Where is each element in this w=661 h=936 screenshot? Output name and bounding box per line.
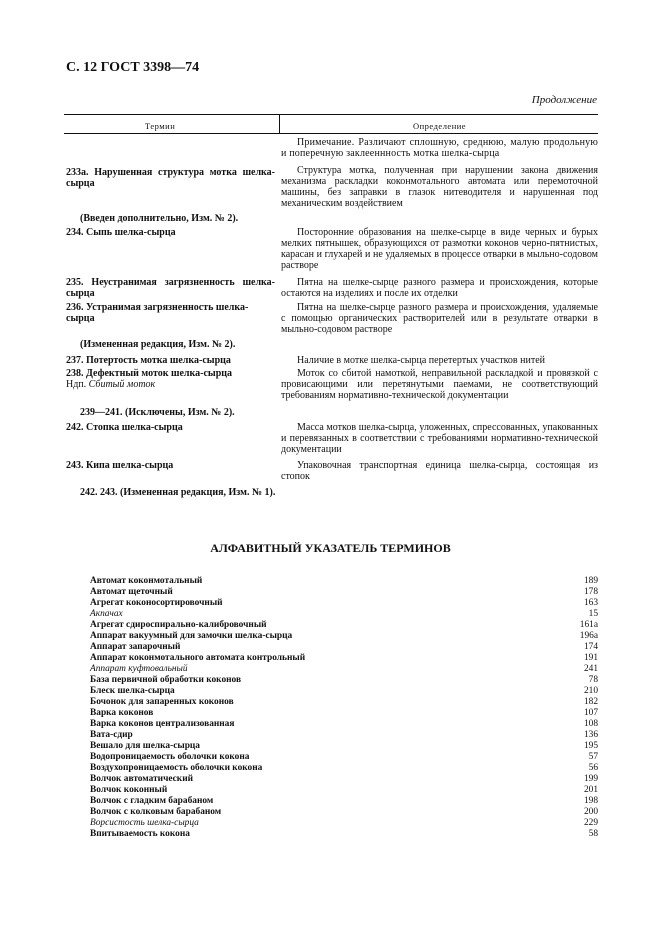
index-number: 161а <box>579 620 598 630</box>
note-239-241: 239—241. (Исключены, Изм. № 2). <box>80 407 235 418</box>
index-term: Аппарат вакуумный для замочки шелка-сырца <box>90 631 293 641</box>
note-236: (Измененная редакция, Изм. № 2). <box>80 339 236 350</box>
column-divider <box>279 114 280 133</box>
ndp-term: Сбитый моток <box>88 379 156 390</box>
index-row <box>90 631 598 642</box>
term-236: 236. Устранимая загрязненность шелка-сырца <box>66 302 249 324</box>
index-row <box>90 796 598 807</box>
index-row <box>90 741 598 752</box>
index-row <box>90 829 598 840</box>
index-row <box>90 620 598 631</box>
index-term: Вата-сдир <box>90 730 133 740</box>
index-term: Волчок автоматический <box>90 774 194 784</box>
index-term: Волчок коконный <box>90 785 168 795</box>
index-number: 201 <box>583 785 598 795</box>
definition-237: Наличие в мотке шелка-сырца перетертых участков нитей <box>297 355 546 366</box>
term-235: 235. Неустранимая загрязненность шелка-сырца <box>66 277 275 299</box>
index-number: 182 <box>583 697 598 707</box>
term-238-ndp <box>66 379 275 390</box>
table-top-rule <box>64 114 598 115</box>
index-row <box>90 686 598 697</box>
definition-235: Пятна на шелке-сырце разного размера и происхождения, которые остаются на изделиях и после их отделки <box>281 277 598 299</box>
index-row <box>90 675 598 686</box>
continuation-label: Продолжение <box>531 94 597 106</box>
index-row <box>90 642 598 653</box>
index-row <box>90 719 598 730</box>
index-row <box>90 752 598 763</box>
index-number: 195 <box>583 741 598 751</box>
table-header-rule <box>64 133 598 134</box>
term-233a: 233а. Нарушенная структура мотка шелка-сырца <box>66 167 275 189</box>
definition-238: Моток со сбитой намоткой, неправильной раскладкой и провязкой с провисающими или перетянутыми паемами, не соответствующий требованиям нормативно-технической документации <box>281 368 598 401</box>
column-header-term: Термин <box>145 121 176 131</box>
term-234: 234. Сыпь шелка-сырца <box>66 227 176 238</box>
index-number: 229 <box>583 818 598 828</box>
index-term: Аппарат запарочный <box>90 642 181 652</box>
term-242: 242. Стопка шелка-сырца <box>66 422 183 433</box>
index-term: Водопроницаемость оболочки кокона <box>90 752 250 762</box>
definition-236: Пятна на шелке-сырце разного размера и происхождения, удаляемые с помощью органических растворителей или в результате отварки в мыльно-содовом растворе <box>281 302 598 335</box>
index-term: База первичной обработки коконов <box>90 675 242 685</box>
note-242-243: 242. 243. (Измененная редакция, Изм. № 1). <box>80 487 276 498</box>
definition-243: Упаковочная транспортная единица шелка-сырца, состоящая из стопок <box>281 460 598 482</box>
page-header: С. 12 ГОСТ 3398—74 <box>66 60 200 75</box>
index-number: 58 <box>588 829 598 839</box>
index-term: Варка коконов <box>90 708 154 718</box>
index-row <box>90 653 598 664</box>
term-238: 238. Дефектный моток шелка-сырца <box>66 368 233 379</box>
index-row <box>90 818 598 829</box>
note-definition: Примечание. Различают сплошную, среднюю, малую продольную и поперечную заклееннность мотка шелка-сырца <box>281 137 598 159</box>
index-number: 174 <box>583 642 598 652</box>
index-term: Акпачах <box>90 609 123 619</box>
index-number: 189 <box>583 576 598 586</box>
index-term: Воздухопроницаемость оболочки кокона <box>90 763 263 773</box>
index-term: Бочонок для запаренных коконов <box>90 697 234 707</box>
definition-242: Масса мотков шелка-сырца, уложенных, спрессованных, упакованных и перевязанных в соответствии с требованиями нормативно-технической документации <box>281 422 598 455</box>
index-term: Впитываемость кокона <box>90 829 190 839</box>
index-number: 196а <box>579 631 598 641</box>
index-row <box>90 609 598 620</box>
index-row <box>90 664 598 675</box>
index-number: 199 <box>583 774 598 784</box>
index-row <box>90 807 598 818</box>
term-237: 237. Потертость мотка шелка-сырца <box>66 355 231 366</box>
index-number: 241 <box>583 664 598 674</box>
index-number: 210 <box>583 686 598 696</box>
index-number: 200 <box>583 807 598 817</box>
index-number: 198 <box>583 796 598 806</box>
ndp-prefix: Ндп. <box>66 379 87 390</box>
index-row <box>90 697 598 708</box>
index-row <box>90 576 598 587</box>
index-term: Автомат щеточный <box>90 587 173 597</box>
index-number: 56 <box>588 763 598 773</box>
definition-234: Посторонние образования на шелке-сырце в виде черных и бурых мелких пятнышек, образующихся от размотки коконов черно-пятнистых, карасан и глухарей и не удаляемых в процессе отварки в мыльно-содовом растворе <box>281 227 598 271</box>
index-term: Агрегат сдироспирально-калибровочный <box>90 620 267 630</box>
index-number: 136 <box>583 730 598 740</box>
index-number: 107 <box>583 708 598 718</box>
index-term: Автомат коконмотальный <box>90 576 203 586</box>
index-row <box>90 785 598 796</box>
index-number: 163 <box>583 598 598 608</box>
index-term: Ворсистость шелка-сырца <box>90 818 199 828</box>
index-term: Аппарат куфтовальный <box>90 664 188 674</box>
note-233a: (Введен дополнительно, Изм. № 2). <box>80 213 239 224</box>
index-term: Агрегат коконосортировочный <box>90 598 223 608</box>
index-row <box>90 730 598 741</box>
index-number: 108 <box>583 719 598 729</box>
index-title: АЛФАВИТНЫЙ УКАЗАТЕЛЬ ТЕРМИНОВ <box>210 541 451 555</box>
index-term: Блеск шелка-сырца <box>90 686 175 696</box>
index-row <box>90 587 598 598</box>
index-term: Варка коконов централизованная <box>90 719 235 729</box>
index-row <box>90 708 598 719</box>
index-number: 15 <box>588 609 598 619</box>
definition-233a: Структура мотка, полученная при нарушении закона движения механизма раскладки коконмотального автомата или перемоточной машины, без заправки в глазок нитеводителя и нарушенная под механическим воздействием <box>281 165 598 209</box>
index-number: 191 <box>583 653 598 663</box>
index-term: Вешало для шелка-сырца <box>90 741 200 751</box>
index-term: Волчок с гладким барабаном <box>90 796 214 806</box>
column-header-definition: Определение <box>413 121 467 131</box>
index-term: Волчок с колковым барабаном <box>90 807 222 817</box>
index-list <box>90 576 598 840</box>
index-row <box>90 763 598 774</box>
index-row <box>90 598 598 609</box>
term-243: 243. Кипа шелка-сырца <box>66 460 174 471</box>
index-row <box>90 774 598 785</box>
index-number: 57 <box>588 752 598 762</box>
index-term: Аппарат коконмотального автомата контрольный <box>90 653 306 663</box>
index-number: 178 <box>583 587 598 597</box>
index-number: 78 <box>588 675 598 685</box>
